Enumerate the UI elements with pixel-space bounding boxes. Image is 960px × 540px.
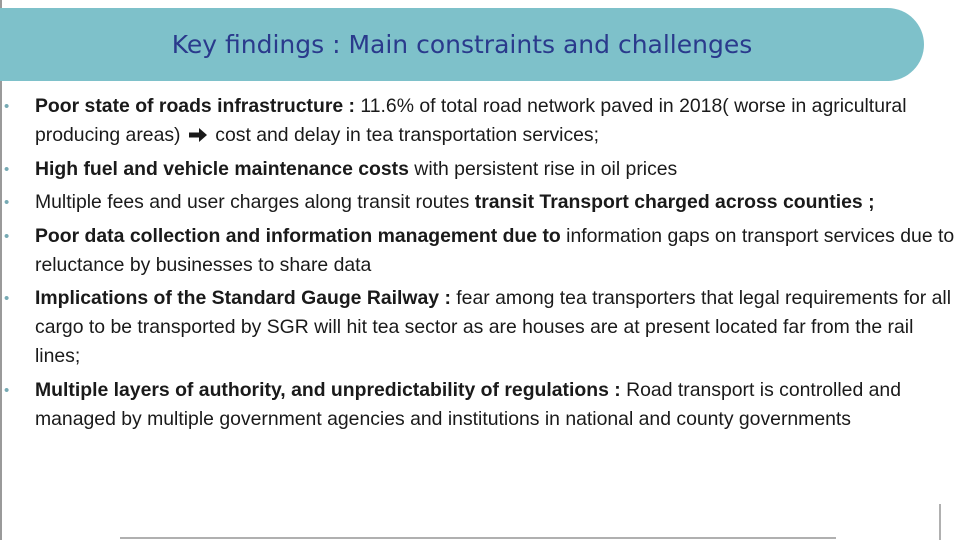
list-item-roads-infrastructure	[0, 92, 958, 150]
bullet-dot-icon: •	[4, 194, 10, 211]
bullet-text: fear among tea transporters that legal requirements for all cargo to be transported by SGR will hit tea sector as are houses are at present located far from the rail lines;	[35, 287, 952, 367]
bullet-dot-icon: •	[4, 160, 10, 178]
bullet-text: Multiple fees and user charges along transit routes	[35, 191, 475, 213]
bullet-dot-icon: •	[4, 381, 10, 399]
bullet-heading: Multiple layers of authority, and unpredictability of regulations :	[35, 378, 621, 401]
list-item-data-collection	[0, 222, 958, 280]
bullet-text: 11.6% of total road network paved in 2018( worse in agricultural producing areas)	[35, 95, 907, 146]
slide-title: Key findings : Main constraints and challenges	[171, 30, 753, 59]
bullet-text: cost and delay in tea transportation services;	[209, 124, 600, 146]
bullet-heading: Poor data collection and information management due to	[35, 224, 561, 247]
bullet-dot-icon: •	[4, 98, 10, 115]
bullet-heading: High fuel and vehicle maintenance costs	[35, 157, 409, 180]
findings-list	[0, 92, 958, 438]
footer-divider	[120, 537, 836, 539]
bullet-text: Road transport is controlled and managed by multiple government agencies and institutions in national and county governments	[35, 378, 901, 430]
bullet-heading: transit Transport charged across counties ;	[474, 191, 875, 213]
corner-divider	[939, 504, 941, 540]
bullet-text: with persistent rise in oil prices	[408, 157, 678, 180]
list-item-fuel-costs	[0, 155, 958, 184]
bullet-dot-icon: •	[4, 227, 10, 245]
bullet-heading: Implications of the Standard Gauge Railway :	[35, 287, 451, 309]
right-arrow-icon	[188, 127, 208, 143]
list-item-transit-fees	[0, 188, 958, 217]
list-item-regulations	[0, 376, 958, 434]
bullet-heading: Poor state of roads infrastructure :	[35, 95, 356, 117]
list-item-standard-gauge-railway	[0, 284, 958, 371]
bullet-dot-icon: •	[4, 290, 10, 307]
bullet-text: information gaps on transport services due to reluctance by businesses to share data	[35, 224, 955, 276]
